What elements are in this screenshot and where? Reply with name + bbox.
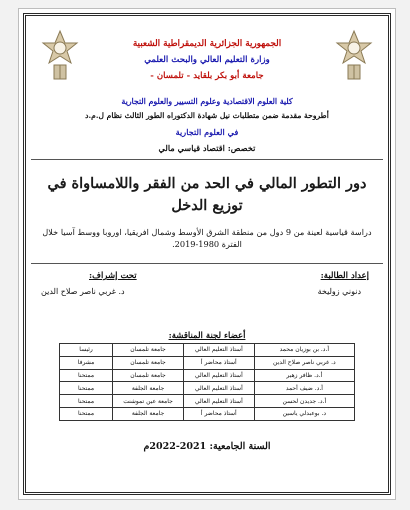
member-name: أ.د. بن بوزيان محمد bbox=[254, 344, 354, 357]
member-name: أ.د. جديدن لحسن bbox=[254, 395, 354, 408]
member-role: رئيسا bbox=[60, 344, 113, 357]
member-rank: أستاذ محاضر أ bbox=[183, 407, 254, 420]
divider bbox=[31, 159, 383, 160]
page-border bbox=[23, 13, 391, 495]
thesis-title: دور التطور المالي في الحد من الفقر واللامساواة في توزيع الدخل bbox=[47, 175, 367, 214]
member-institution: جامعة تلمسان bbox=[113, 356, 184, 369]
committee-row bbox=[60, 407, 355, 420]
committee-row bbox=[60, 369, 355, 382]
member-rank: أستاذ التعليم العالي bbox=[183, 382, 254, 395]
student-name: دنوني زوليخة bbox=[317, 287, 361, 296]
member-role: ممتحنا bbox=[60, 382, 113, 395]
supervisor-label: تحت إشراف: bbox=[89, 271, 137, 281]
supervisor-name: د. غربي ناصر صلاح الدين bbox=[41, 287, 125, 296]
university-name: جامعة أبو بكر بلقايد - تلمسان - bbox=[150, 71, 264, 81]
member-institution: جامعة تلمسان bbox=[113, 369, 184, 382]
member-role: ممتحنا bbox=[60, 407, 113, 420]
divider bbox=[31, 263, 383, 264]
committee-title: أعضاء لجنة المناقشة: bbox=[168, 331, 246, 341]
member-rank: أستاذ محاضر أ bbox=[183, 356, 254, 369]
committee-row bbox=[60, 382, 355, 395]
member-name: د. بوعبدلي ياسين bbox=[254, 407, 354, 420]
member-role: مشرفا bbox=[60, 356, 113, 369]
member-name: أ.د. ظافر زهير bbox=[254, 369, 354, 382]
republic-name: الجمهورية الجزائرية الديمقراطية الشعبية bbox=[132, 39, 282, 49]
member-name: أ.د. ضيف أحمد bbox=[254, 382, 354, 395]
ministry-name: وزارة التعليم العالي والبحث العلمي bbox=[144, 55, 270, 65]
member-rank: أستاذ التعليم العالي bbox=[183, 369, 254, 382]
specialty-name: تخصص: اقتصاد قياسي مالي bbox=[158, 143, 256, 153]
committee-row bbox=[60, 356, 355, 369]
member-role: ممتحنا bbox=[60, 369, 113, 382]
student-label: إعداد الطالبة: bbox=[320, 271, 369, 281]
member-institution: جامعة عين تموشنت bbox=[113, 395, 184, 408]
faculty-name: كلية العلوم الاقتصادية وعلوم التسيير والعلوم التجارية bbox=[121, 97, 293, 106]
university-emblem-icon bbox=[41, 29, 79, 81]
member-institution: جامعة تلمسان bbox=[113, 344, 184, 357]
thesis-subtitle: دراسة قياسية لعينة من 9 دول من منطقة الشرق الأوسط وشمال افريقيا، اوروبا ووسط آسيا خلال الفترة 1980-2019. bbox=[42, 227, 372, 249]
member-rank: أستاذ التعليم العالي bbox=[183, 344, 254, 357]
committee-row bbox=[60, 395, 355, 408]
committee-row bbox=[60, 344, 355, 357]
academic-year: السنة الجامعية: 2021-2022م bbox=[143, 441, 271, 452]
member-rank: أستاذ التعليم العالي bbox=[183, 395, 254, 408]
committee-table bbox=[59, 343, 355, 421]
document-page bbox=[18, 8, 396, 500]
member-role: ممتحنا bbox=[60, 395, 113, 408]
field-name: في العلوم التجارية bbox=[175, 127, 239, 137]
university-emblem-icon bbox=[335, 29, 373, 81]
thesis-intro: أطروحة مقدمة ضمن متطلبات نيل شهادة الدكتوراه الطور الثالث نظام ل.م.د bbox=[85, 111, 329, 120]
member-institution: جامعة الجلفة bbox=[113, 382, 184, 395]
member-name: د. غربي ناصر صلاح الدين bbox=[254, 356, 354, 369]
member-institution: جامعة الجلفة bbox=[113, 407, 184, 420]
